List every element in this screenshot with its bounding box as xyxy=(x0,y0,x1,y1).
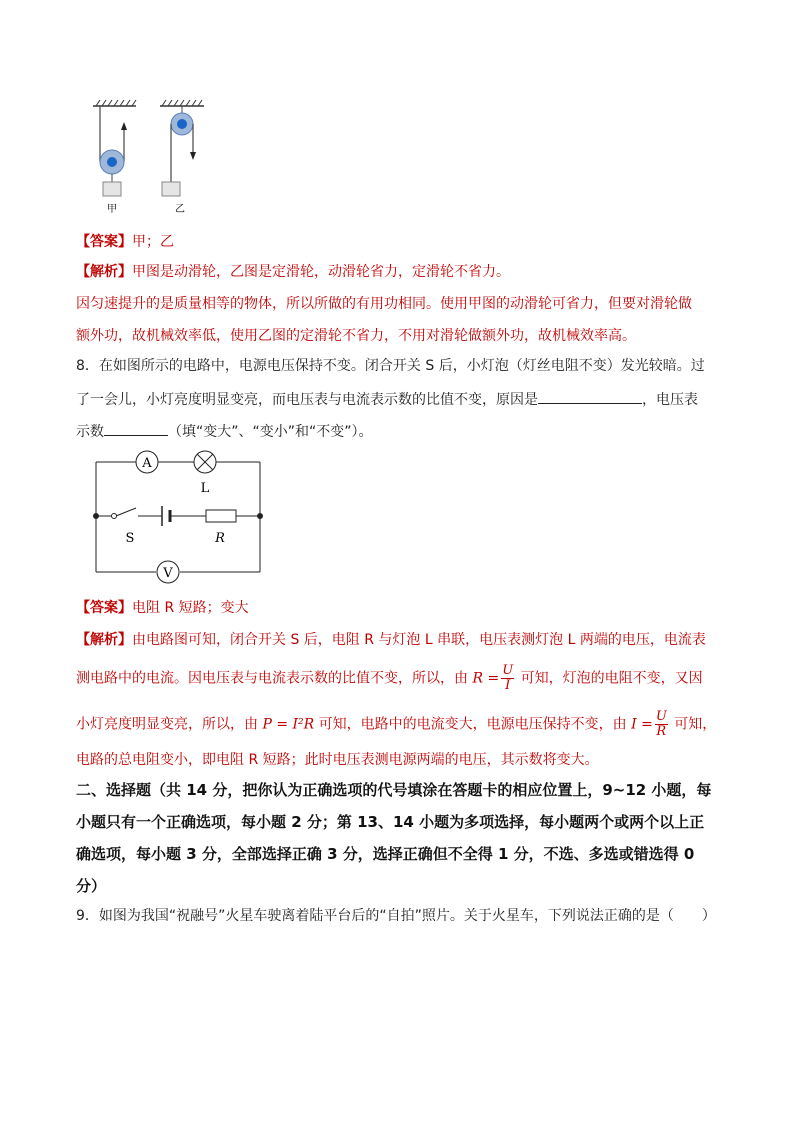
q8-line2 xyxy=(76,388,698,410)
section2-line3: 确选项，每小题 3 分，全部选择正确 3 分，选择正确但不全得 1 分，不选、多选或错选得 0 xyxy=(76,845,695,863)
answer-tag: 【答案】 xyxy=(76,234,132,250)
q8-line2-text: 了一会儿，小灯亮度明显变亮，而电压表与电流表示数的比值不变，原因是 xyxy=(76,392,538,408)
answer-blank-1[interactable] xyxy=(538,388,642,404)
q8-line3-text: 示数 xyxy=(76,424,104,440)
analysis-tag: 【解析】 xyxy=(76,632,132,648)
weight-b xyxy=(162,182,180,196)
q9-stem: 9．如图为我国“祝融号”火星车驶离着陆平台后的“自拍”照片。关于火星车，下列说法正确的是（ ） xyxy=(76,908,716,924)
formula-i-lhs: I = xyxy=(631,716,653,733)
voltmeter-label: V xyxy=(163,566,173,581)
formula-p: P = I²R xyxy=(262,716,315,733)
numerator: U xyxy=(502,663,514,678)
q8-line3 xyxy=(76,420,373,442)
analysis-text: 测电路中的电流。因电压表与电流表示数的比值不变，所以，由 xyxy=(76,670,468,687)
label-b: 乙 xyxy=(175,204,185,215)
formula-i-fraction xyxy=(655,710,668,739)
section2-line1: 二、选择题（共 14 分，把你认为正确选项的代号填涂在答题卡的相应位置上，9~12 小题，每 xyxy=(76,781,712,799)
analysis-text: 可知，灯泡的电阻不变，又因 xyxy=(520,670,703,687)
numerator: U xyxy=(655,709,667,724)
answer-tag: 【答案】 xyxy=(76,600,132,616)
circuit-diagram xyxy=(88,448,268,584)
q7-analysis-line2: 因匀速提升的是质量相等的物体，所以所做的有用功相同。使用甲图的动滑轮可省力，但要对滑轮做 xyxy=(76,296,692,312)
weight-a xyxy=(103,182,121,196)
q7-analysis-line1 xyxy=(76,262,510,282)
resistor-label: R xyxy=(215,531,225,546)
q8-answer xyxy=(76,598,249,618)
switch-icon xyxy=(112,514,117,519)
analysis-text: 由电路图可知，闭合开关 S 后，电阻 R 与灯泡 L 串联，电压表测灯泡 L 两端的电压，电流表 xyxy=(132,632,706,648)
q8-analysis-line3 xyxy=(76,710,716,739)
resistor xyxy=(206,510,236,522)
denominator: R xyxy=(656,724,667,739)
analysis-text: 可知，电路中的电流变大，电源电压保持不变，由 xyxy=(318,716,627,733)
q8-analysis-line1 xyxy=(76,630,706,650)
section2-line2: 小题只有一个正确选项，每小题 2 分；第 13、14 小题为多项选择，每小题两个或两个以上正 xyxy=(76,813,705,831)
ceiling-a xyxy=(93,100,136,106)
analysis-text: 甲图是动滑轮，乙图是定滑轮，动滑轮省力，定滑轮不省力。 xyxy=(132,264,510,280)
switch-label: S xyxy=(125,531,135,546)
q8-analysis-line2 xyxy=(76,664,703,693)
q8-line2-tail: ，电压表 xyxy=(642,392,698,408)
ammeter-label: A xyxy=(142,456,152,471)
answer-text: 电阻 R 短路；变大 xyxy=(132,600,249,616)
q8-line3-tail: （填“变大”、“变小”和“不变”）。 xyxy=(168,424,373,440)
q8-line1: 8．在如图所示的电路中，电源电压保持不变。闭合开关 S 后，小灯泡（灯丝电阻不变）发光较暗。过 xyxy=(76,358,705,374)
section2-line4: 分） xyxy=(76,877,107,895)
analysis-text: 可知， xyxy=(674,716,717,733)
analysis-tag: 【解析】 xyxy=(76,264,132,280)
q7-analysis-line3: 额外功，故机械效率低，使用乙图的定滑轮不省力，不用对滑轮做额外功，故机械效率高。 xyxy=(76,328,636,344)
answer-text: 甲；乙 xyxy=(132,234,174,250)
formula-r-fraction xyxy=(501,664,514,693)
formula-r-lhs: R = xyxy=(472,670,500,687)
analysis-text: 小灯亮度明显变亮，所以，由 xyxy=(76,716,258,733)
ceiling-b xyxy=(160,100,204,106)
denominator: I xyxy=(505,678,511,693)
q8-analysis-line4: 电路的总电阻变小，即电阻 R 短路；此时电压表测电源两端的电压，其示数将变大。 xyxy=(76,752,599,768)
answer-blank-2[interactable] xyxy=(104,420,168,436)
pulley-figure xyxy=(88,96,208,218)
lamp-label: L xyxy=(200,481,210,496)
q7-answer xyxy=(76,232,174,252)
label-a: 甲 xyxy=(107,204,117,215)
